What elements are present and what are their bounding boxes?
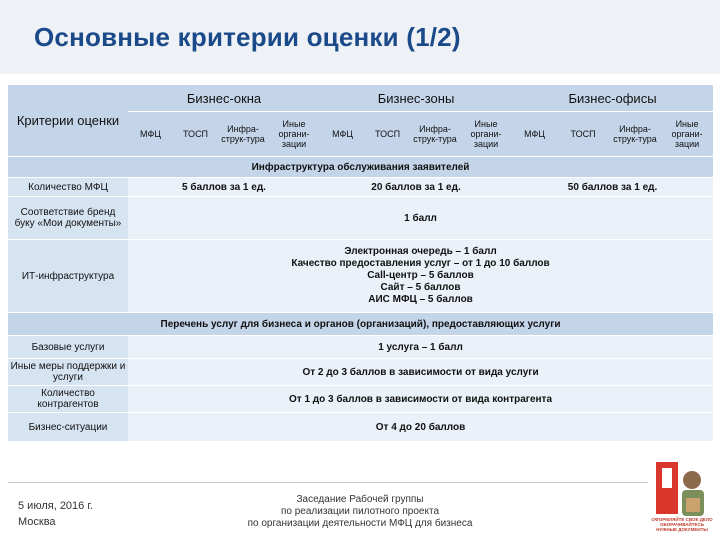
col-header: МФЦ [320,112,365,156]
it-line: АИС МФЦ – 5 баллов [368,294,473,305]
it-line: Call-центр – 5 баллов [367,270,474,281]
row-label-mfc-count: Количество МФЦ [8,178,128,196]
section-infrastructure: Инфраструктура обслуживания заявителей [8,157,713,177]
it-values [128,240,713,312]
criteria-table [8,84,713,442]
section-services: Перечень услуг для бизнеса и органов (организаций), предоставляющих услуги [8,313,713,335]
row-label-business-situations: Бизнес-ситуации [8,413,128,441]
value-cell: 50 баллов за 1 ед. [512,178,713,196]
group-business-zones: Бизнес-зоны [320,85,512,111]
row-label-basic-services: Базовые услуги [8,336,128,358]
footer-date-block [18,498,93,530]
footer-line: Заседание Рабочей группы [296,494,424,505]
footer-line: по организации деятельности МФЦ для бизнеса [247,518,473,529]
it-line: Сайт – 5 баллов [380,282,461,293]
it-line: Качество предоставления услуг – от 1 до 10 баллов [291,258,550,269]
row-label-contractors: Количество контрагентов [8,386,128,412]
value-cell: От 4 до 20 баллов [128,413,713,441]
value-cell: 5 баллов за 1 ед. [128,178,320,196]
col-header: Инфра-струк-тура [218,112,268,156]
col-header: МФЦ [128,112,173,156]
value-cell: От 1 до 3 баллов в зависимости от вида контрагента [128,386,713,412]
logo-caption: ОФОРМЛЯЙТЕ СВОЕ ДЕЛО ОБОРАЧИВАЙТЕСЬ НУЖНЫЕ ДОКУМЕНТЫ [651,517,713,532]
footer-city: Москва [18,516,56,528]
col-header: Иные органи-зации [460,112,512,156]
col-header: ТОСП [557,112,609,156]
group-business-windows: Бизнес-окна [128,85,320,111]
value-cell: От 2 до 3 баллов в зависимости от вида услуги [128,359,713,385]
it-line: Электронная очередь – 1 балл [344,246,497,257]
col-header: Инфра-струк-тура [609,112,661,156]
value-cell: 1 балл [128,197,713,239]
col-header: МФЦ [512,112,557,156]
row-label-brandbook: Соответствие бренд буку «Мои документы» [8,197,128,239]
footer-meeting-block [230,494,490,530]
footer-divider [8,482,648,483]
page-title: Основные критерии оценки (1/2) [34,22,461,52]
row-label-it: ИТ-инфраструктура [8,240,128,312]
group-business-offices: Бизнес-офисы [512,85,713,111]
footer-line: по реализации пилотного проекта [280,506,440,517]
footer-date: 5 июля, 2016 г. [18,500,94,512]
col-header: Иные органи-зации [661,112,713,156]
value-cell: 20 баллов за 1 ед. [320,178,512,196]
col-header: ТОСП [173,112,218,156]
col-header: ТОСП [365,112,410,156]
value-cell: 1 услуга – 1 балл [128,336,713,358]
col-header: Иные органи-зации [268,112,320,156]
col-header: Инфра-струк-тура [410,112,460,156]
row-label-other-support: Иные меры поддержки и услуги [8,359,128,385]
criteria-header: Критерии оценки [8,85,128,156]
